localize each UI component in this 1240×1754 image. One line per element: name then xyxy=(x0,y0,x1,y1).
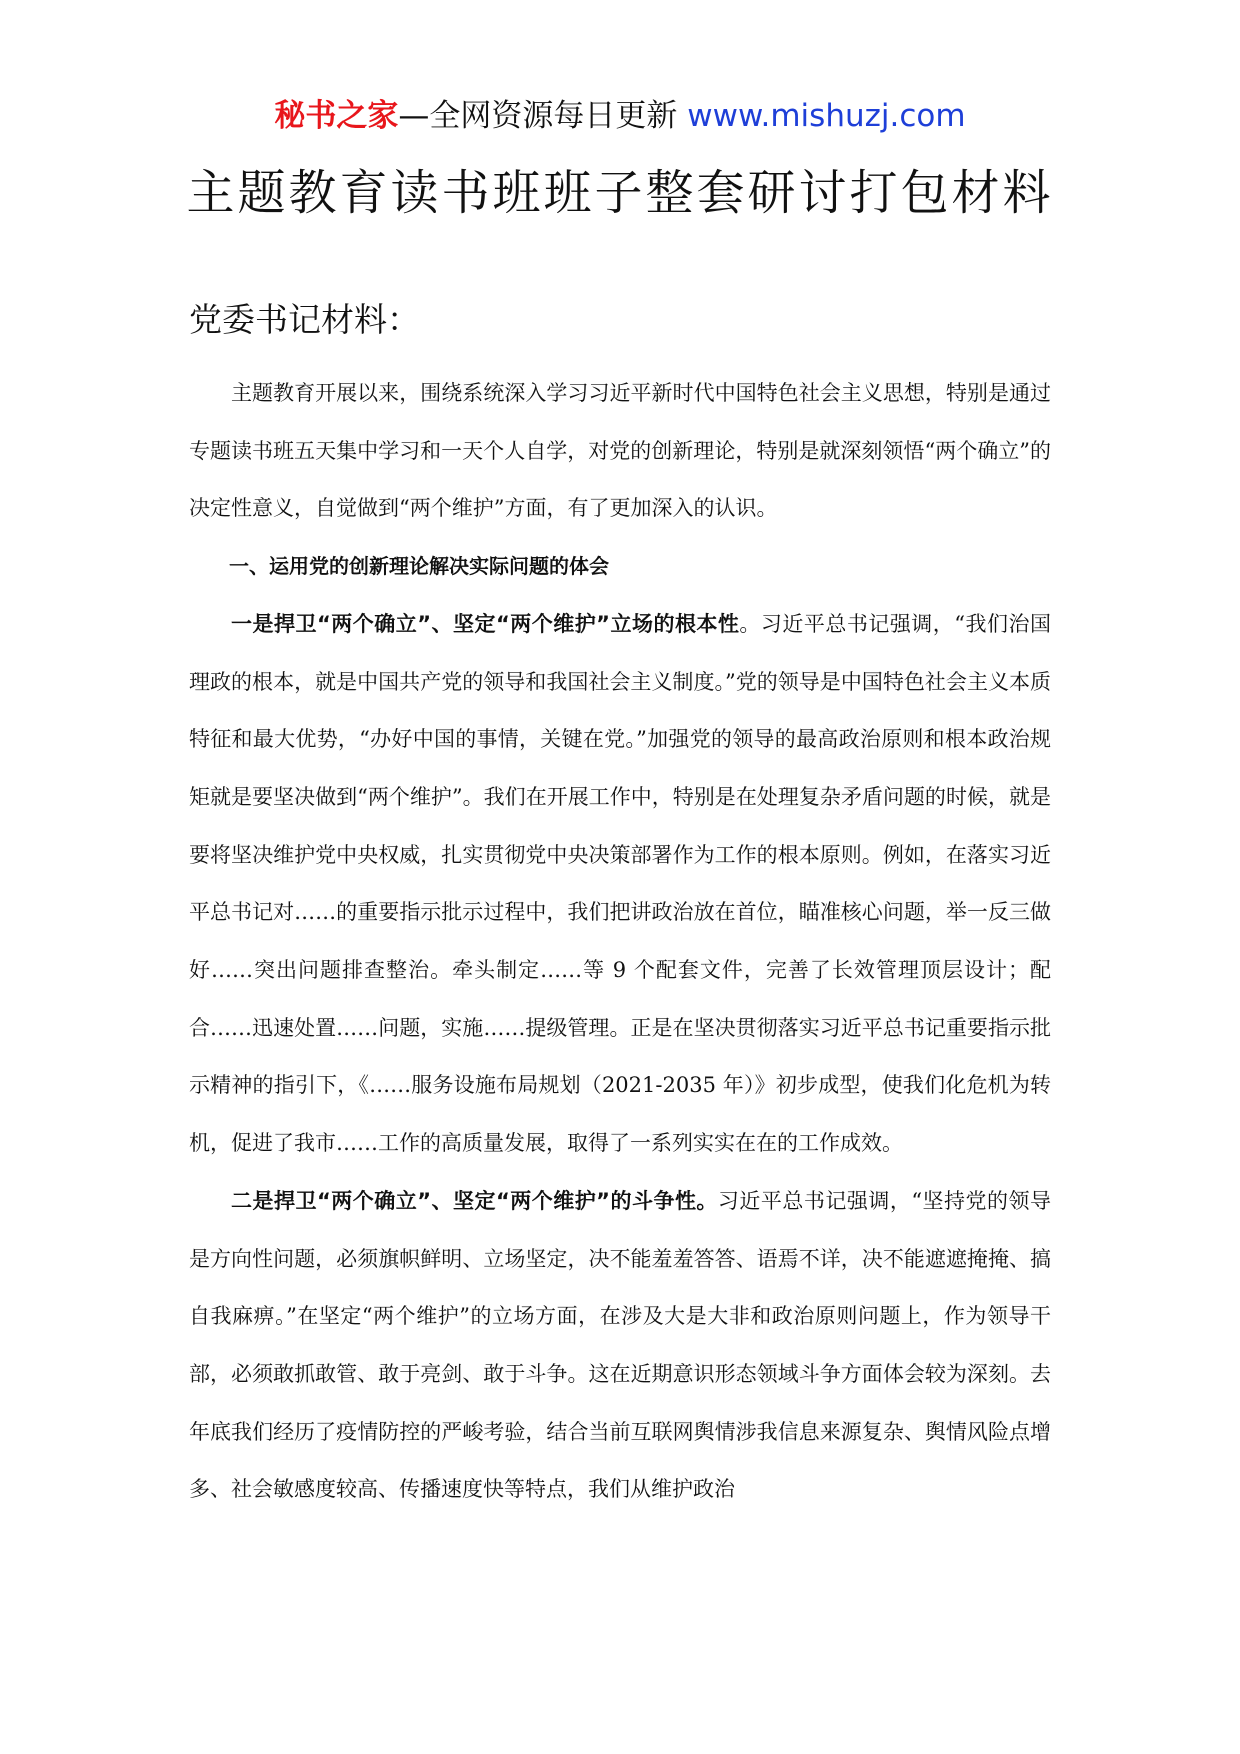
subsection-heading: 一、运用党的创新理论解决实际问题的体会 xyxy=(229,554,609,579)
banner-brand: 秘书之家 xyxy=(274,98,399,134)
banner-slogan: —全网资源每日更新 xyxy=(398,98,688,134)
section-heading: 党委书记材料： xyxy=(189,300,420,339)
point-one-lead: 一是捍卫“两个确立”、坚定“两个维护”立场的根本性 xyxy=(231,611,740,636)
point-one-text: 。习近平总书记强调，“我们治国理政的根本，就是中国共产党的领导和我国社会主义制度。”党的领导是中国特色社会主义本质特征和最大优势，“办好中国的事情，关键在党。”加强党的领导的最高政治原则和根本政治规矩就是要坚决做到“两个维护”。我们在开展工作中，特别是在处理复杂矛盾问题的时候，就是要将坚决维护党中央权威，扎实贯彻党中央决策部署作为工作的根本原则。例如，在落实习近平总书记对……的重要指示批示过程中，我们把讲政治放在首位，瞄准核心问题，举一反三做好……突出问题排查整治。牵头制定……等 9 个配套文件，完善了长效管理顶层设计；配合……迅速处置……问题，实施……提级管理。正是在坚决贯彻落实习近平总书记重要指示批示精神的指引下，《……服务设施布局规划（2021-2035 年）》初步成型，使我们化危机为转机，促进了我市……工作的高质量发展，取得了一系列实实在在的工作成效。 xyxy=(189,611,1051,1156)
document-body xyxy=(189,365,1051,1519)
document-title: 主题教育读书班班子整套研讨打包材料 xyxy=(186,165,1054,221)
point-two-lead: 二是捍卫“两个确立”、坚定“两个维护”的斗争性。 xyxy=(231,1188,718,1213)
paragraph-point-two xyxy=(189,1173,1051,1519)
point-two-text: 习近平总书记强调，“坚持党的领导是方向性问题，必须旗帜鲜明、立场坚定，决不能羞羞答答、语焉不详，决不能遮遮掩掩、搞自我麻痹。”在坚定“两个维护”的立场方面，在涉及大是大非和政治原则问题上，作为领导干部，必须敢抓敢管、敢于亮剑、敢于斗争。这在近期意识形态领域斗争方面体会较为深刻。去年底我们经历了疫情防控的严峻考验，结合当前互联网舆情涉我信息来源复杂、舆情风险点增多、社会敏感度较高、传播速度快等特点，我们从维护政治 xyxy=(189,1188,1051,1502)
banner-url-link[interactable]: www.mishuzj.com xyxy=(687,98,966,134)
paragraph-point-one xyxy=(189,596,1051,1173)
paragraph-intro: 主题教育开展以来，围绕系统深入学习习近平新时代中国特色社会主义思想，特别是通过专题读书班五天集中学习和一天个人自学，对党的创新理论，特别是就深刻领悟“两个确立”的决定性意义，自觉做到“两个维护”方面，有了更加深入的认识。 xyxy=(189,381,1051,521)
site-banner xyxy=(0,96,1240,136)
